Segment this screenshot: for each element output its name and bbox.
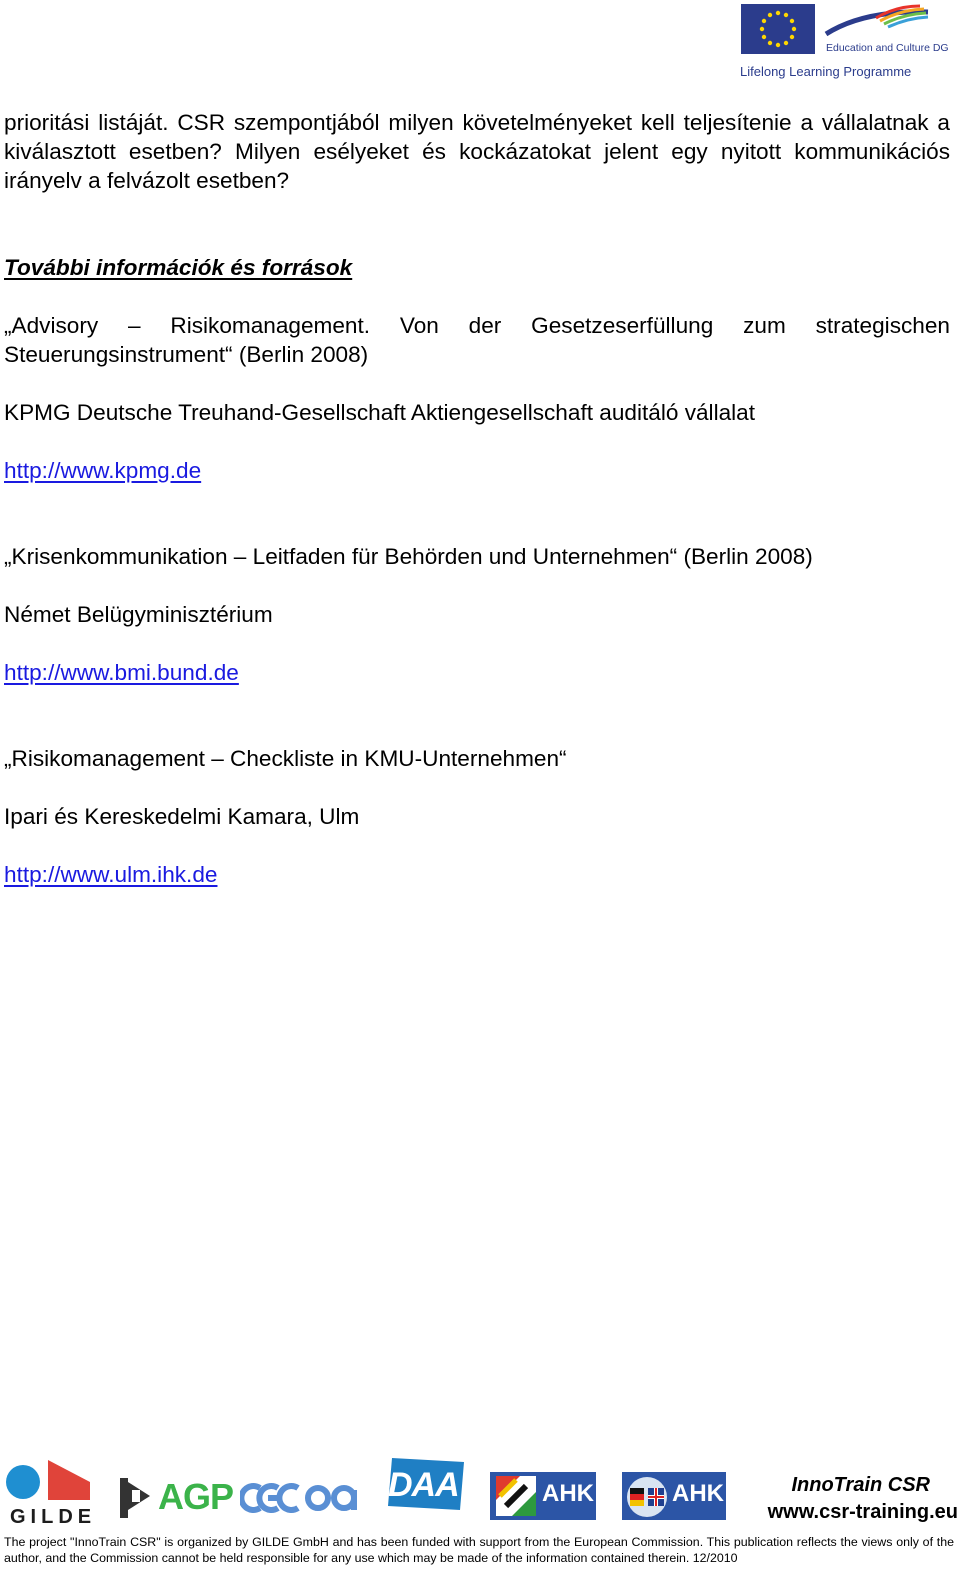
cecoa-mark-icon bbox=[240, 1480, 364, 1516]
source-title: „Advisory – Risikomanagement. Von der Gesetzeserfüllung zum strategischen Steuerungsinstrument“ (Berlin 2008) bbox=[4, 313, 950, 367]
cecoa-logo bbox=[240, 1480, 364, 1516]
eu-flag-icon bbox=[741, 4, 815, 54]
funding-disclaimer: The project "InnoTrain CSR" is organized by GILDE GmbH and has been funded with support from the European Commission. This publication reflects the views only of the author, and the Commission cannot be held responsible for any use which may be made of the information contained therein. 12/2010 bbox=[4, 1535, 954, 1565]
ahk-flag-icon bbox=[496, 1476, 536, 1516]
source-publisher: Ipari és Kereskedelmi Kamara, Ulm bbox=[4, 804, 360, 829]
gilde-mark-icon bbox=[4, 1456, 96, 1504]
source-title: „Risikomanagement – Checkliste in KMU-Unternehmen“ bbox=[4, 746, 567, 771]
ahk-logo-1: AHK bbox=[490, 1472, 596, 1524]
project-url: www.csr-training.eu bbox=[767, 1501, 958, 1523]
project-branding bbox=[748, 1472, 958, 1526]
dg-swoosh-icon bbox=[824, 4, 930, 44]
agp-logo: AGP bbox=[118, 1472, 228, 1522]
document-body bbox=[4, 108, 950, 889]
source-link[interactable]: http://www.kpmg.de bbox=[4, 458, 202, 483]
source-link[interactable]: http://www.bmi.bund.de bbox=[4, 660, 239, 685]
daa-logo: DAA bbox=[386, 1456, 466, 1512]
ahk-logo-2: AHK bbox=[622, 1472, 726, 1524]
dg-label: Education and Culture DG bbox=[826, 42, 949, 54]
lifelong-learning-logo bbox=[740, 4, 954, 82]
programme-label: Lifelong Learning Programme bbox=[740, 64, 912, 79]
intro-paragraph: prioritási listáját. CSR szempontjából milyen követelményeket kell teljesítenie a vállalatnak a kiválasztott esetben? Milyen esélyeket és kockázatokat jelent egy nyitott kommunikációs irányelv a felvázolt esetben? bbox=[4, 110, 950, 193]
agp-mark-icon bbox=[118, 1472, 158, 1520]
section-heading: További információk és források bbox=[4, 255, 353, 280]
project-name: InnoTrain CSR bbox=[791, 1474, 930, 1496]
source-title: „Krisenkommunikation – Leitfaden für Behörden und Unternehmen“ (Berlin 2008) bbox=[4, 544, 813, 569]
source-link[interactable]: http://www.ulm.ihk.de bbox=[4, 862, 218, 887]
gilde-logo: GILDE bbox=[4, 1456, 96, 1526]
ahk-globe-icon bbox=[626, 1476, 668, 1518]
source-publisher: Német Belügyminisztérium bbox=[4, 602, 273, 627]
source-publisher: KPMG Deutsche Treuhand-Gesellschaft Aktiengesellschaft auditáló vállalat bbox=[4, 400, 756, 425]
